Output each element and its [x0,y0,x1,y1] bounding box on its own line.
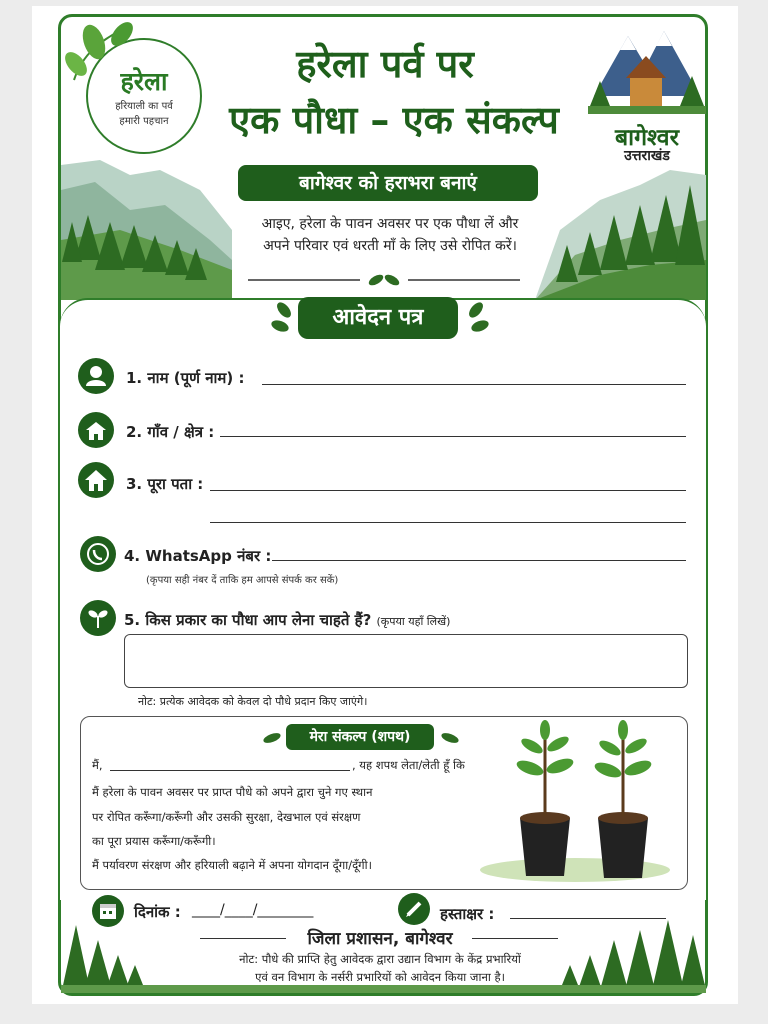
office-name: जिला प्रशासन, बागेश्वर [307,929,453,949]
signature-label: हस्ताक्षर : [440,905,495,923]
state-name: उत्तराखंड [624,148,670,164]
office-line-right [472,938,558,939]
title-line-1: हरेला पर्व पर [296,42,474,86]
pledge-title: मेरा संकल्प (शपथ) [286,724,434,750]
whatsapp-input[interactable] [272,560,686,561]
sprout-icon [80,600,116,636]
sapling-pots-illustration [470,718,680,886]
address-input-line-2[interactable] [210,522,686,523]
date-label: दिनांक : [134,903,181,921]
footer-note [180,950,580,986]
pledge-line-5: मैं पर्यावरण संरक्षण और हरियाली बढ़ाने में अपना योगदान दूँगा/दूँगी। [92,858,372,872]
whatsapp-hint: (कृपया सही नंबर दें ताकि हम आपसे संपर्क कर सकें) [146,575,339,586]
pledge-leaf-right-icon [438,728,462,748]
whatsapp-icon [80,536,116,572]
plant-hint: (कृपया यहाँ लिखें) [376,615,451,628]
pledge-prefix: मैं, [92,758,103,772]
name-label: 1. नाम (पूर्ण नाम) : [126,369,245,387]
title-line-2: एक पौधा – एक संकल्प [229,98,559,142]
address-input-line-1[interactable] [210,490,686,491]
footer-note-line-2: एवं वन विभाग के नर्सरी प्रभारियों को आवेदन किया जाना है। [255,970,505,984]
signature-input[interactable] [510,918,666,919]
plant-note: नोट: प्रत्येक आवेदक को केवल दो पौधे प्रदान किए जाएंगे। [138,695,368,708]
home-icon [78,462,114,498]
intro-line-2: अपने परिवार एवं धरती माँ के लिए उसे रोपित करें। [263,238,517,254]
plant-label [124,610,450,630]
name-input[interactable] [262,384,686,385]
pen-icon [398,893,430,925]
logo-subtitle-1: हरियाली का पर्व [115,101,173,112]
district-name: बागेश्वर [614,125,679,151]
leaf-right-icon [460,300,492,336]
address-label: 3. पूरा पता : [126,475,204,493]
village-icon [78,412,114,448]
logo-title: हरेला [120,67,168,96]
footer-note-line-1: नोट: पौधे की प्राप्ति हेतु आवेदक द्वारा उद्यान विभाग के केंद्र प्रभारियों [239,952,521,966]
divider-sprout [248,272,520,288]
temple-mountain-icon [588,26,706,116]
leaf-icon [64,20,154,90]
plant-question: 5. किस प्रकार का पौधा आप लेना चाहते हैं? [124,611,372,629]
banner: बागेश्वर को हराभरा बनाएं [238,165,538,201]
calendar-icon [92,895,124,927]
pledge-leaf-left-icon [260,728,284,748]
pledge-line-2: मैं हरेला के पावन अवसर पर प्राप्त पौधे को अपने द्वारा चुने गए स्थान [92,785,373,799]
pledge-line-3: पर रोपित करूँगा/करूँगी और उसकी सुरक्षा, देखभाल एवं संरक्षण [92,810,361,824]
pledge-suffix: , यह शपथ लेता/लेती हूँ कि [352,758,465,772]
intro-line-1: आइए, हरेला के पावन अवसर पर एक पौधा लें और [261,216,519,232]
pledge-name-input[interactable] [110,770,350,771]
form-title: आवेदन पत्र [298,297,458,339]
user-icon [78,358,114,394]
date-input[interactable]: ____/____/________ [192,902,314,918]
plant-input-box[interactable] [124,634,688,688]
intro-text [220,213,560,257]
village-input[interactable] [220,436,686,437]
village-label: 2. गाँव / क्षेत्र : [126,423,215,441]
whatsapp-label: 4. WhatsApp नंबर : [124,547,272,565]
logo-subtitle-2: हमारी पहचान [119,116,169,127]
leaf-left-icon [268,300,300,336]
pledge-line-4: का पूरा प्रयास करूँगा/करूँगी। [92,834,216,848]
bageshwar-logo [588,26,706,164]
